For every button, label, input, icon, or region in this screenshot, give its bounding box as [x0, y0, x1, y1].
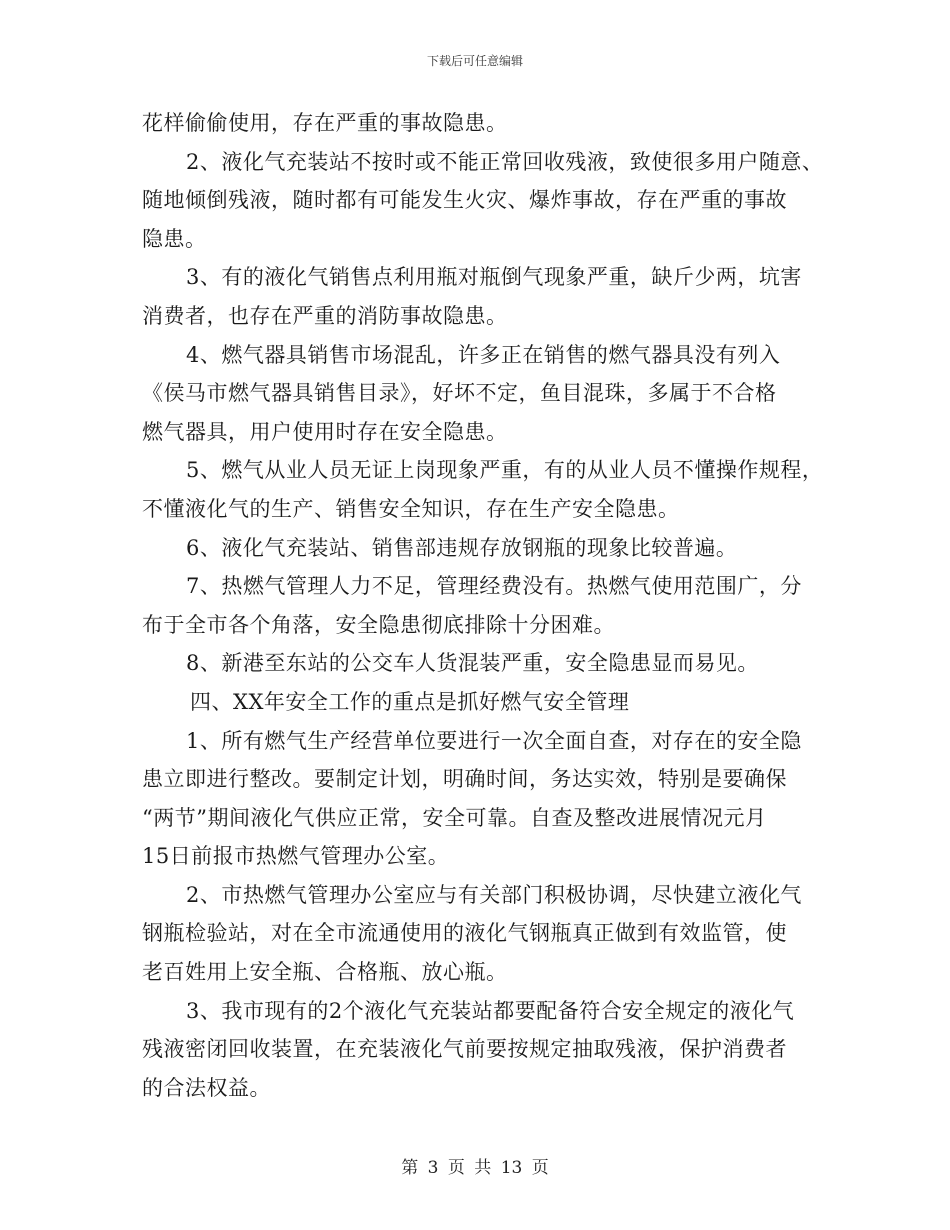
text-line: 布于全市各个角落，安全隐患彻底排除十分困难。: [142, 612, 615, 637]
page-footer: 第 3 页 共 13 页: [401, 1158, 549, 1178]
text-line: 老百姓用上安全瓶、合格瓶、放心瓶。: [142, 960, 508, 985]
text-line: 5、燃气从业人员无证上岗现象严重，有的从业人员不懂操作规程，: [186, 458, 824, 483]
text-line: 3、有的液化气销售点利用瓶对瓶倒气现象严重，缺斤少两，坑害: [186, 265, 802, 290]
text-line: 燃气器具，用户使用时存在安全隐患。: [142, 419, 508, 444]
text-line: 的合法权益。: [142, 1075, 271, 1100]
text-line: 15日前报市热燃气管理办公室。: [142, 844, 450, 869]
page-header: 下载后可任意编辑: [426, 54, 523, 68]
text-line: 8、新港至东站的公交车人货混装严重，安全隐患显而易见。: [186, 651, 759, 676]
text-line: 3、我市现有的2个液化气充装站都要配备符合安全规定的液化气: [186, 998, 795, 1023]
text-line: 消费者，也存在严重的消防事故隐患。: [142, 303, 508, 328]
text-line: 2、市热燃气管理办公室应与有关部门积极协调，尽快建立液化气: [186, 882, 802, 907]
text-line: 2、液化气充装站不按时或不能正常回收残液，致使很多用户随意、: [186, 149, 824, 174]
text-line: “两节”期间液化气供应正常，安全可靠。自查及整改进展情况元月: [142, 805, 767, 830]
section-heading: 四、XX年安全工作的重点是抓好燃气安全管理: [190, 689, 630, 714]
text-line: 患立即进行整改。要制定计划，明确时间，务达实效，特别是要确保: [142, 767, 787, 792]
text-line: 《侯马市燃气器具销售目录》，好坏不定，鱼目混珠，多属于不合格: [142, 381, 777, 406]
text-line: 6、液化气充装站、销售部违规存放钢瓶的现象比较普遍。: [186, 535, 738, 560]
text-line: 7、热燃气管理人力不足，管理经费没有。热燃气使用范围广，分: [186, 574, 802, 599]
text-line: 随地倾倒残液，随时都有可能发生火灾、爆炸事故，存在严重的事故: [142, 188, 787, 213]
text-line: 不懂液化气的生产、销售安全知识，存在生产安全隐患。: [142, 496, 680, 521]
text-line: 钢瓶检验站，对在全市流通使用的液化气钢瓶真正做到有效监管，使: [142, 921, 787, 946]
document-body: [142, 104, 822, 1107]
text-line: 隐患。: [142, 226, 207, 251]
text-line: 1、所有燃气生产经营单位要进行一次全面自查，对存在的安全隐: [186, 728, 802, 753]
text-line: 残液密闭回收装置，在充装液化气前要按规定抽取残液，保护消费者: [142, 1037, 787, 1062]
text-line: 4、燃气器具销售市场混乱，许多正在销售的燃气器具没有列入: [186, 342, 781, 367]
text-line: 花样偷偷使用，存在严重的事故隐患。: [142, 111, 508, 135]
